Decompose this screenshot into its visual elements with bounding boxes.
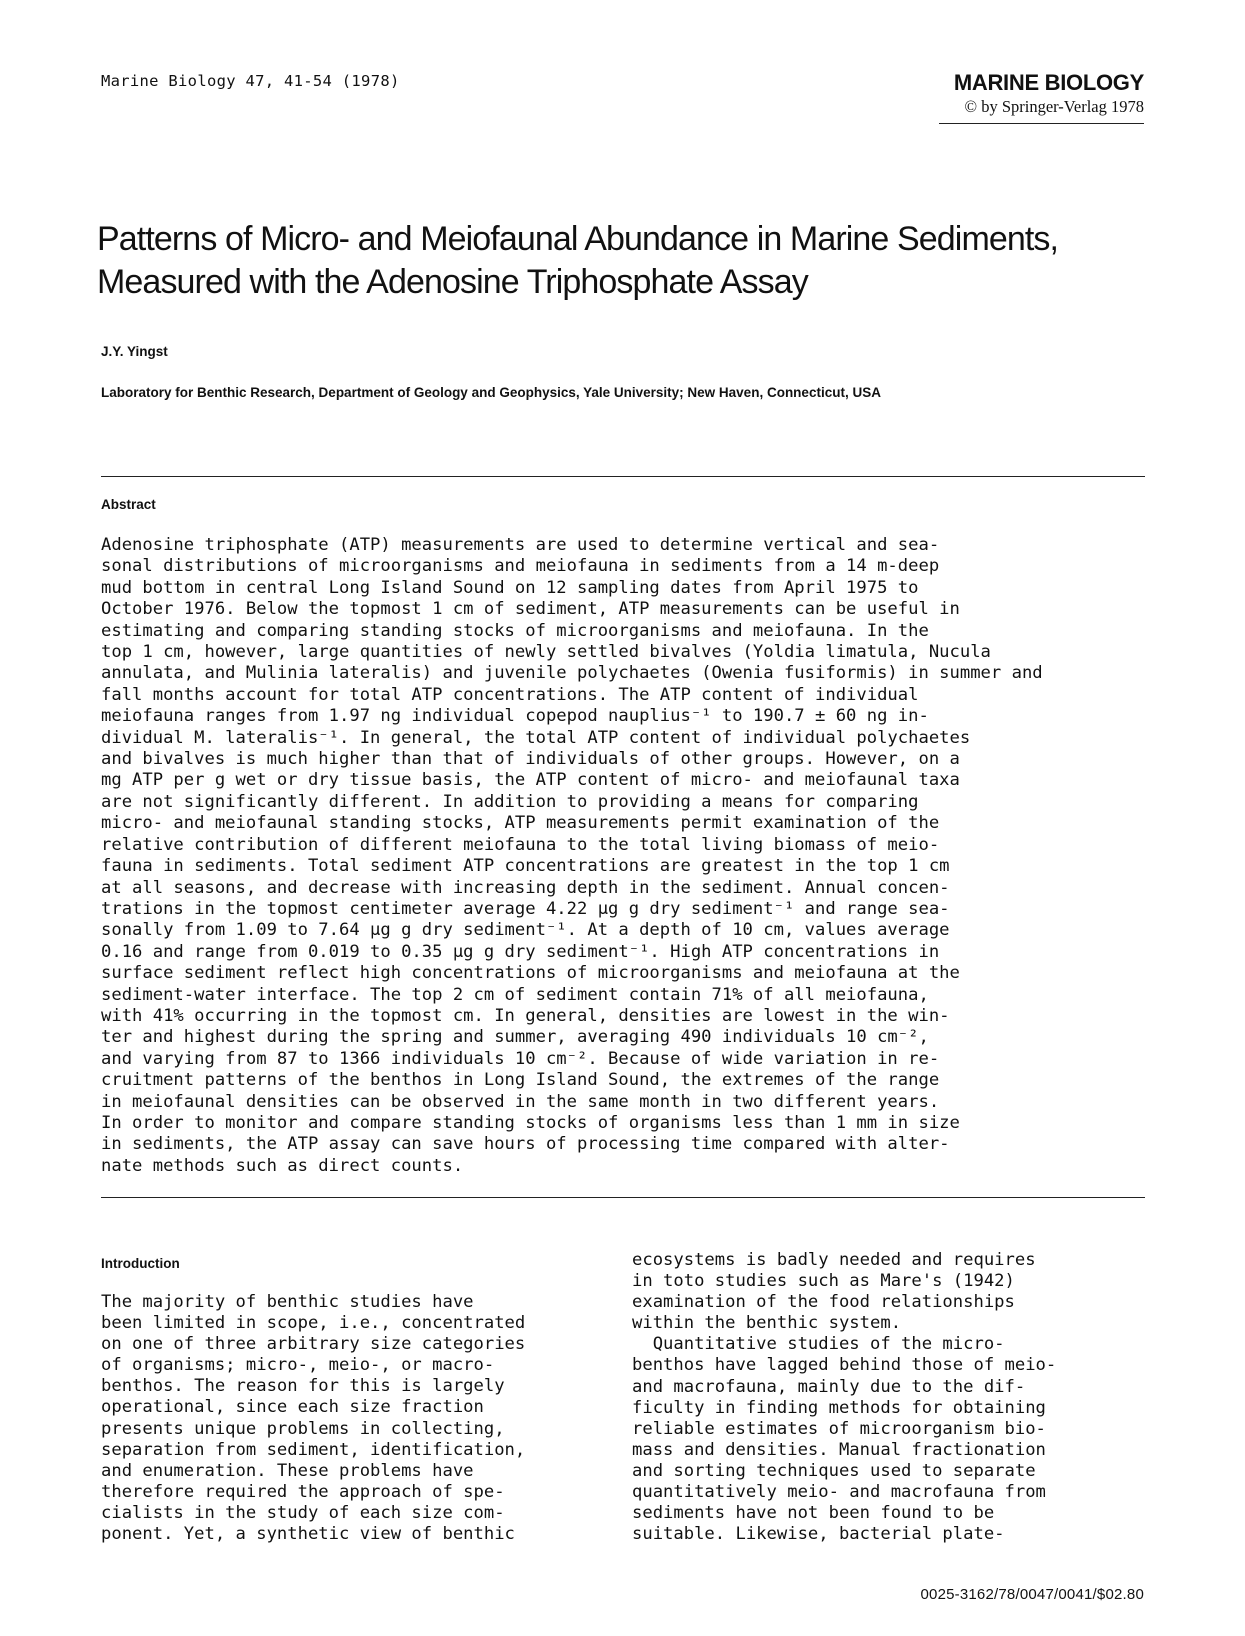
abstract-line: ter and highest during the spring and summer, averaging 490 individuals 10 cm⁻², (101, 1027, 929, 1048)
abstract-line: with 41% occurring in the topmost cm. In general, densities are lowest in the win- (101, 1005, 950, 1026)
introduction-left-line: operational, since each size fraction (101, 1397, 484, 1418)
abstract-line: relative contribution of different meiofauna to the total living biomass of meio- (101, 834, 940, 855)
abstract-line: estimating and comparing standing stocks of microorganisms and meiofauna. In the (101, 620, 929, 641)
copyright-notice: © by Springer-Verlag 1978 (964, 97, 1144, 116)
abstract-line: In order to monitor and compare standing stocks of organisms less than 1 mm in size (101, 1112, 960, 1133)
abstract-line: top 1 cm, however, large quantities of newly settled bivalves (Yoldia limatula, Nucula (101, 642, 991, 663)
journal-name: MARINE BIOLOGY (953, 70, 1144, 95)
article-title (97, 218, 1157, 304)
abstract-line: and varying from 87 to 1366 individuals 10 cm⁻². Because of wide variation in re- (101, 1048, 940, 1069)
introduction-left-line: benthos. The reason for this is largely (101, 1376, 505, 1397)
masthead-rule (939, 123, 1144, 124)
introduction-left-column (101, 1292, 525, 1545)
abstract-line: trations in the topmost centimeter average 4.22 µg g dry sediment⁻¹ and range sea- (101, 898, 950, 919)
abstract-line: meiofauna ranges from 1.97 ng individual copepod nauplius⁻¹ to 190.7 ± 60 ng in- (101, 706, 929, 727)
introduction-right-line: benthos have lagged behind those of meio- (632, 1355, 1057, 1376)
abstract-line: in sediments, the ATP assay can save hours of processing time compared with alter- (101, 1134, 950, 1155)
journal-citation: Marine Biology 47, 41-54 (1978) (101, 72, 400, 90)
author-name: J.Y. Yingst (101, 344, 168, 359)
introduction-heading: Introduction (101, 1256, 180, 1271)
abstract-bottom-rule (101, 1197, 1145, 1198)
introduction-right-line: ecosystems is badly needed and requires (632, 1250, 1036, 1270)
introduction-right-line: suitable. Likewise, bacterial plate- (632, 1524, 1005, 1545)
abstract-line: fauna in sediments. Total sediment ATP concentrations are greatest in the top 1 cm (101, 856, 950, 877)
abstract-line: sonally from 1.09 to 7.64 µg g dry sediment⁻¹. At a depth of 10 cm, values average (101, 920, 950, 941)
abstract-text (101, 535, 1161, 1177)
introduction-left-line: cialists in the study of each size com- (101, 1502, 505, 1523)
introduction-right-line: reliable estimates of microorganism bio- (632, 1418, 1046, 1439)
introduction-right-line: Quantitative studies of the micro- (632, 1334, 1005, 1355)
abstract-line: fall months account for total ATP concentrations. The ATP content of individual (101, 684, 919, 705)
introduction-left-line: been limited in scope, i.e., concentrated (101, 1313, 526, 1334)
introduction-right-line: examination of the food relationships (632, 1292, 1015, 1313)
introduction-right-line: and macrofauna, mainly due to the dif- (632, 1376, 1026, 1397)
abstract-line: at all seasons, and decrease with increasing depth in the sediment. Annual concen- (101, 877, 950, 898)
introduction-left-line: therefore required the approach of spe- (101, 1481, 505, 1502)
author-affiliation: Laboratory for Benthic Research, Department of Geology and Geophysics, Yale University; New Haven, Connecticut, USA (101, 385, 881, 400)
introduction-right-line: in toto studies such as Mare's (1942) (632, 1271, 1015, 1292)
abstract-line: in meiofaunal densities can be observed in the same month in two different years. (101, 1091, 940, 1112)
abstract-line: mg ATP per g wet or dry tissue basis, the ATP content of micro- and meiofaunal taxa (101, 770, 960, 791)
abstract-top-rule (101, 476, 1145, 477)
introduction-left-line: of organisms; micro-, meio-, or macro- (101, 1355, 495, 1376)
introduction-left-line: and enumeration. These problems have (101, 1460, 474, 1481)
abstract-heading: Abstract (101, 497, 156, 512)
introduction-left-line: The majority of benthic studies have (101, 1292, 474, 1312)
article-code: 0025-3162/78/0047/0041/$02.80 (920, 1586, 1144, 1603)
introduction-right-line: within the benthic system. (632, 1313, 902, 1334)
introduction-right-line: and sorting techniques used to separate (632, 1460, 1036, 1481)
abstract-line: sediment-water interface. The top 2 cm of sediment contain 71% of all meiofauna, (101, 984, 929, 1005)
abstract-line: nate methods such as direct counts. (101, 1155, 464, 1176)
abstract-line: annulata, and Mulinia lateralis) and juvenile polychaetes (Owenia fusiformis) in summer and (101, 663, 1043, 684)
abstract-line: dividual M. lateralis⁻¹. In general, the total ATP content of individual polychaetes (101, 727, 971, 748)
abstract-line: 0.16 and range from 0.019 to 0.35 µg g dry sediment⁻¹. High ATP concentrations in (101, 941, 940, 962)
introduction-left-line: separation from sediment, identification, (101, 1439, 526, 1460)
introduction-right-line: sediments have not been found to be (632, 1503, 995, 1524)
introduction-right-column (632, 1250, 1056, 1545)
abstract-line: October 1976. Below the topmost 1 cm of sediment, ATP measurements can be useful in (101, 599, 960, 620)
abstract-line: surface sediment reflect high concentrations of microorganisms and meiofauna at the (101, 963, 960, 984)
abstract-line: Adenosine triphosphate (ATP) measurements are used to determine vertical and sea- (101, 535, 940, 555)
introduction-right-line: quantitatively meio- and macrofauna from (632, 1482, 1046, 1503)
abstract-line: micro- and meiofaunal standing stocks, ATP measurements permit examination of the (101, 813, 940, 834)
introduction-left-line: ponent. Yet, a synthetic view of benthic (101, 1524, 515, 1545)
introduction-left-line: on one of three arbitrary size categories (101, 1334, 526, 1355)
introduction-left-line: presents unique problems in collecting, (101, 1418, 505, 1439)
title-line-1: Patterns of Micro- and Meiofaunal Abundance in Marine Sediments, (97, 220, 1059, 258)
abstract-line: are not significantly different. In addition to providing a means for comparing (101, 791, 919, 812)
abstract-line: cruitment patterns of the benthos in Long Island Sound, the extremes of the range (101, 1070, 940, 1091)
abstract-line: sonal distributions of microorganisms and meiofauna in sediments from a 14 m-deep (101, 556, 940, 577)
journal-masthead (844, 70, 1144, 124)
introduction-right-line: mass and densities. Manual fractionation (632, 1439, 1046, 1460)
abstract-line: mud bottom in central Long Island Sound on 12 sampling dates from April 1975 to (101, 577, 919, 598)
introduction-right-line: ficulty in finding methods for obtaining (632, 1397, 1046, 1418)
abstract-line: and bivalves is much higher than that of individuals of other groups. However, on a (101, 749, 960, 770)
title-line-2: Measured with the Adenosine Triphosphate Assay (97, 263, 808, 301)
